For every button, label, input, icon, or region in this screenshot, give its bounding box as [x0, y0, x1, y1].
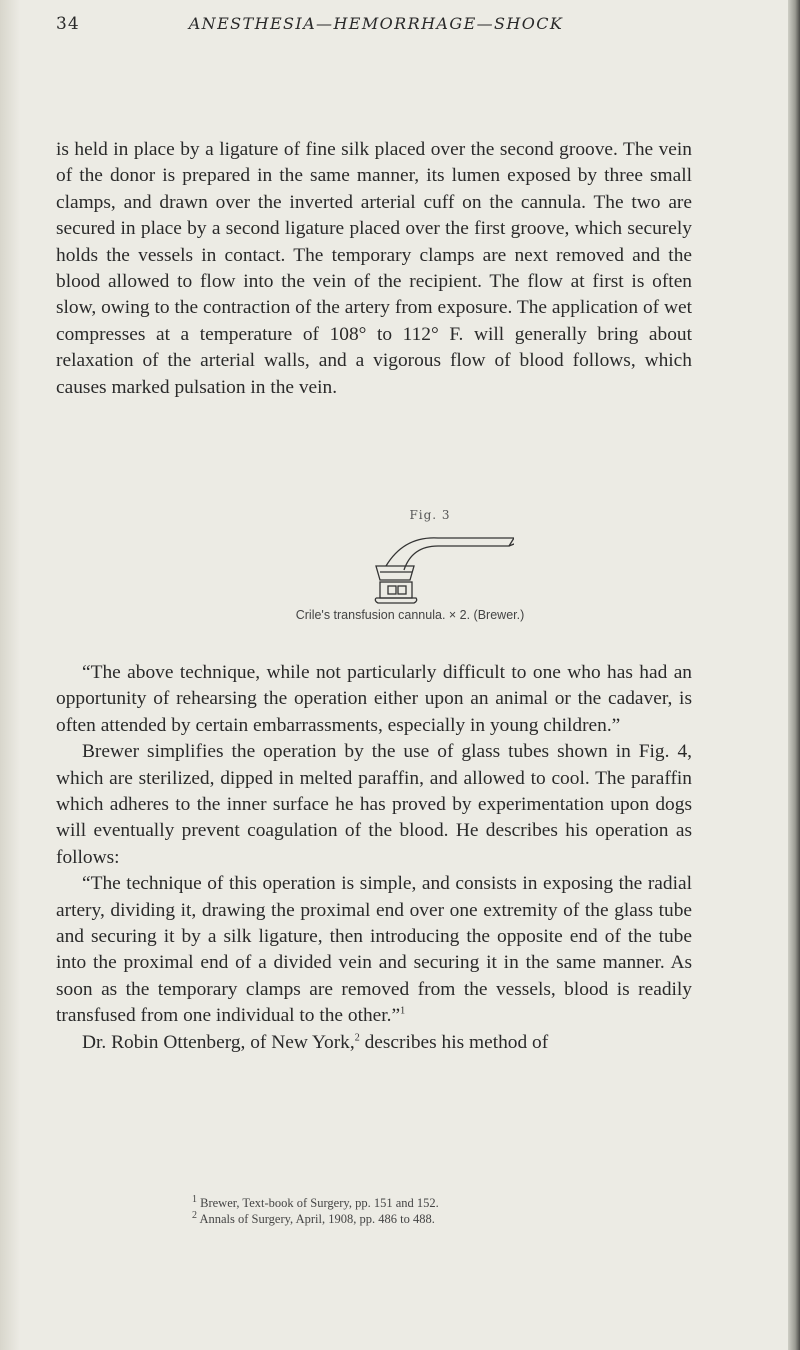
paragraph: is held in place by a ligature of fine silk placed over the second groove. The vein of the donor is prepared in the same manner, its lumen exposed by three small clamps, and drawn over the inverted arterial cuff on the cannula. The two are secured in place by a second ligature placed over the first groove, which securely holds the vessels in contact. The temporary clamps are next removed and the blood allowed to flow into the vein of the recipient. The flow at first is often slow, owing to the contraction of the artery from exposure. The application of wet compresses at a temperature of 108° to 112° F. will generally bring about relaxation of the arterial walls, and a vigorous flow of blood follows, which causes marked pulsation in the vein. — [56, 139, 692, 398]
handle-slot — [398, 586, 406, 594]
page-edge — [788, 0, 800, 1350]
main-text-bottom — [56, 660, 692, 1056]
figure — [280, 508, 580, 606]
cannula-illustration — [364, 526, 514, 606]
running-title: ANESTHESIA—HEMORRHAGE—SHOCK — [188, 14, 564, 33]
footnote-ref: 1 — [400, 1005, 406, 1017]
footnote-mark: 2 — [192, 1209, 197, 1221]
quotation: “The technique of this operation is simple, and consists in exposing the radial artery, dividing it, drawing the proximal end over one extremity of the glass tube and securing it by a silk ligature, then introducing the opposite end of the tube into the proximal end of a divided vein and securing it in the same manner. As soon as the temporary clamps are removed from the vessels, blood is readily transfused from one individual to the other.” — [56, 873, 692, 1027]
paragraph — [56, 871, 692, 1029]
cannula-tube — [386, 538, 514, 570]
figure-caption: Crile's transfusion cannula. × 2. (Brewer.) — [295, 608, 525, 622]
paragraph: Brewer simplifies the operation by the use of glass tubes shown in Fig. 4, which are sterilized, dipped in melted paraffin, and allowed to cool. The paraffin which adheres to the inner surface he has proved by experimentation upon dogs will eventually prevent coagulation of the blood. He describes his operation as follows: — [56, 741, 692, 868]
footnote-mark: 1 — [192, 1193, 197, 1205]
figure-label: Fig. 3 — [409, 508, 451, 522]
footnote-text: Brewer, Text-book of Surgery, pp. 151 and 152. — [200, 1196, 439, 1210]
page-number: 34 — [56, 14, 80, 34]
paragraph: “The above technique, while not particularly difficult to one who has had an opportunity of rehearsing the operation either upon an animal or the cadaver, is often attended by certain embarrassments, especially in young children.” — [56, 662, 692, 736]
footnote — [192, 1193, 439, 1211]
paragraph-text: Dr. Robin Ottenberg, of New York, — [82, 1031, 355, 1053]
handle-base — [375, 598, 416, 603]
footnote-text: Annals of Surgery, April, 1908, pp. 486 to 488. — [199, 1212, 435, 1226]
cannula-cuff — [376, 566, 414, 580]
main-text-top — [56, 137, 692, 401]
paragraph-text: describes his method of — [359, 1031, 549, 1053]
handle-slot — [388, 586, 396, 594]
paragraph — [56, 1030, 692, 1056]
page-header — [56, 14, 696, 42]
page-gutter-shadow — [0, 0, 20, 1350]
footnote — [192, 1209, 435, 1227]
footnote-ref: 2 — [354, 1032, 360, 1044]
